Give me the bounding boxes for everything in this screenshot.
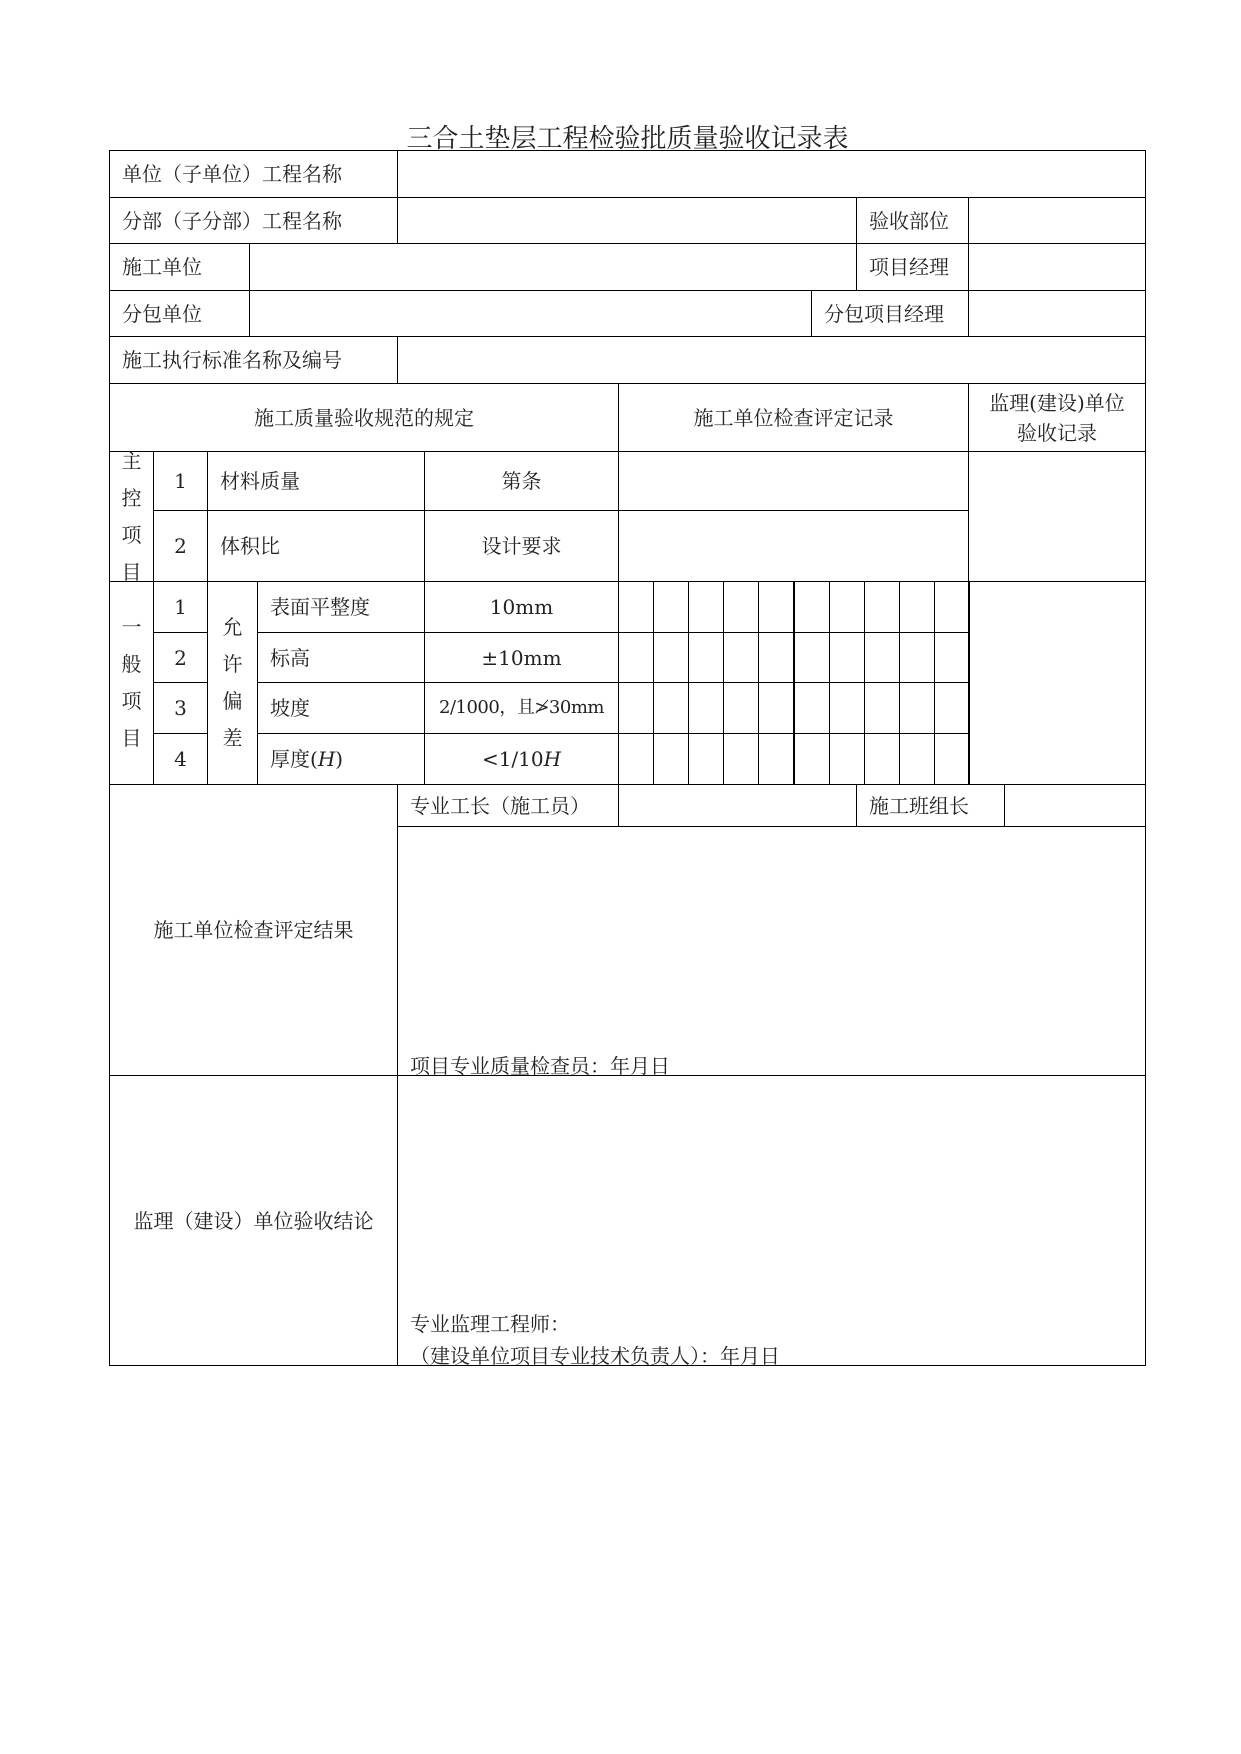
measurement-cell[interactable] (723, 733, 759, 785)
measurement-cell[interactable] (899, 682, 935, 734)
measurement-cell[interactable] (934, 733, 970, 785)
unit-project-name-label: 单位（子单位）工程名称 (109, 150, 398, 198)
main-control-supervision-record[interactable] (968, 451, 1146, 582)
acceptance-part-field[interactable] (968, 197, 1146, 244)
team-leader-label: 施工班组长 (856, 784, 1005, 827)
measurement-cell[interactable] (688, 581, 724, 633)
thickness-variable: H (317, 747, 336, 771)
measurement-cell[interactable] (794, 581, 830, 633)
deviation-char: 许 (222, 652, 243, 676)
main-control-char: 主 (121, 448, 142, 473)
inspector-signature-line: 项目专业质量检查员：年月日 (410, 1054, 670, 1078)
general-char: 目 (121, 726, 142, 750)
measurement-cell[interactable] (829, 733, 865, 785)
main-item-2-no: 2 (153, 510, 208, 582)
general-char: 项 (121, 689, 142, 713)
thickness-req-variable: H (543, 747, 562, 771)
measurement-cell[interactable] (864, 682, 900, 734)
measurement-cell[interactable] (899, 581, 935, 633)
main-item-2-record[interactable] (618, 510, 969, 582)
measurement-cell[interactable] (829, 632, 865, 683)
measurement-cell[interactable] (653, 632, 689, 683)
project-manager-label: 项目经理 (856, 243, 969, 291)
construction-result-area[interactable] (397, 826, 1146, 1076)
main-control-group-label (109, 448, 154, 584)
general-char: 一 (121, 615, 142, 639)
measurement-cell[interactable] (618, 632, 654, 683)
measurement-cell[interactable] (688, 682, 724, 734)
measurement-cell[interactable] (934, 581, 970, 633)
general-item-1-no: 1 (153, 581, 208, 633)
measurement-cell[interactable] (618, 682, 654, 734)
foreman-label: 专业工长（施工员） (397, 784, 619, 827)
general-supervision-record[interactable] (968, 581, 1146, 785)
measurement-cell[interactable] (618, 581, 654, 633)
general-group-label (109, 581, 154, 785)
supervision-engineer-line: 专业监理工程师： (410, 1312, 570, 1336)
general-item-3-no: 3 (153, 682, 208, 734)
main-item-1-requirement: 第条 (424, 451, 619, 511)
measurement-cell[interactable] (688, 632, 724, 683)
measurement-cell[interactable] (688, 733, 724, 785)
measurement-cell[interactable] (934, 682, 970, 734)
construction-result-label: 施工单位检查评定结果 (109, 784, 398, 1076)
main-item-1-no: 1 (153, 451, 208, 511)
measurement-cell[interactable] (758, 632, 794, 683)
construction-unit-field[interactable] (249, 243, 857, 291)
subcontract-unit-field[interactable] (249, 290, 812, 337)
measurement-cell[interactable] (723, 581, 759, 633)
sub-project-name-field[interactable] (397, 197, 857, 244)
general-item-1-name: 表面平整度 (257, 581, 425, 633)
supervision-record-header-line1: 监理(建设)单位 (989, 390, 1125, 415)
supervision-record-column-header (968, 383, 1146, 452)
general-item-1-requirement: 10mm (424, 581, 619, 633)
measurement-cell[interactable] (794, 632, 830, 683)
measurement-cell[interactable] (794, 682, 830, 734)
main-item-1-name: 材料质量 (207, 451, 425, 511)
page-title: 三合土垫层工程检验批质量验收记录表 (406, 124, 849, 154)
general-item-4-no: 4 (153, 733, 208, 785)
measurement-cell[interactable] (829, 581, 865, 633)
measurement-cell[interactable] (618, 733, 654, 785)
measurement-cell[interactable] (864, 581, 900, 633)
deviation-char: 差 (222, 726, 243, 750)
project-manager-field[interactable] (968, 243, 1146, 291)
thickness-prefix: 厚度( (270, 747, 318, 771)
measurement-cell[interactable] (653, 682, 689, 734)
main-item-2-name: 体积比 (207, 510, 425, 582)
allowed-deviation-label (207, 581, 258, 785)
acceptance-part-label: 验收部位 (856, 197, 969, 244)
main-control-char: 目 (121, 559, 142, 584)
supervision-conclusion-label: 监理（建设）单位验收结论 (109, 1075, 398, 1366)
standard-field[interactable] (397, 336, 1146, 384)
main-item-1-record[interactable] (618, 451, 969, 511)
unit-project-name-field[interactable] (397, 150, 1146, 198)
general-item-2-requirement: ±10mm (424, 632, 619, 683)
subcontract-manager-label: 分包项目经理 (811, 290, 969, 337)
owner-technical-lead-line: （建设单位项目专业技术负责人）：年月日 (410, 1344, 780, 1368)
subcontract-unit-label: 分包单位 (109, 290, 250, 337)
subcontract-manager-field[interactable] (968, 290, 1146, 337)
general-item-4-requirement (424, 733, 619, 785)
measurement-cell[interactable] (934, 632, 970, 683)
measurement-cell[interactable] (864, 733, 900, 785)
measurement-cell[interactable] (794, 733, 830, 785)
measurement-cell[interactable] (758, 581, 794, 633)
measurement-cell[interactable] (864, 632, 900, 683)
thickness-req-prefix: <1/10 (481, 747, 544, 771)
main-control-char: 项 (121, 522, 142, 547)
measurement-cell[interactable] (829, 682, 865, 734)
general-char: 般 (121, 652, 142, 676)
thickness-suffix: ) (335, 747, 344, 771)
measurement-cell[interactable] (653, 733, 689, 785)
measurement-cell[interactable] (899, 632, 935, 683)
main-item-2-requirement: 设计要求 (424, 510, 619, 582)
measurement-cell[interactable] (899, 733, 935, 785)
deviation-char: 允 (222, 615, 243, 639)
deviation-char: 偏 (222, 689, 243, 713)
foreman-field[interactable] (618, 784, 857, 827)
measurement-cell[interactable] (758, 682, 794, 734)
general-item-3-requirement: 2/1000，且≯30mm (424, 682, 619, 734)
construction-unit-label: 施工单位 (109, 243, 250, 291)
main-control-char: 控 (121, 485, 142, 510)
measurement-cell[interactable] (723, 632, 759, 683)
measurement-cell[interactable] (758, 733, 794, 785)
construction-record-column-header: 施工单位检查评定记录 (618, 383, 969, 452)
sub-project-name-label: 分部（子分部）工程名称 (109, 197, 398, 244)
general-item-2-name: 标高 (257, 632, 425, 683)
supervision-record-header-line2: 验收记录 (1017, 420, 1097, 445)
standard-label: 施工执行标准名称及编号 (109, 336, 398, 384)
measurement-cell[interactable] (653, 581, 689, 633)
measurement-cell[interactable] (723, 682, 759, 734)
spec-column-header: 施工质量验收规范的规定 (109, 383, 619, 452)
general-item-2-no: 2 (153, 632, 208, 683)
general-item-4-name (257, 733, 425, 785)
team-leader-field[interactable] (1004, 784, 1146, 827)
general-item-3-name: 坡度 (257, 682, 425, 734)
